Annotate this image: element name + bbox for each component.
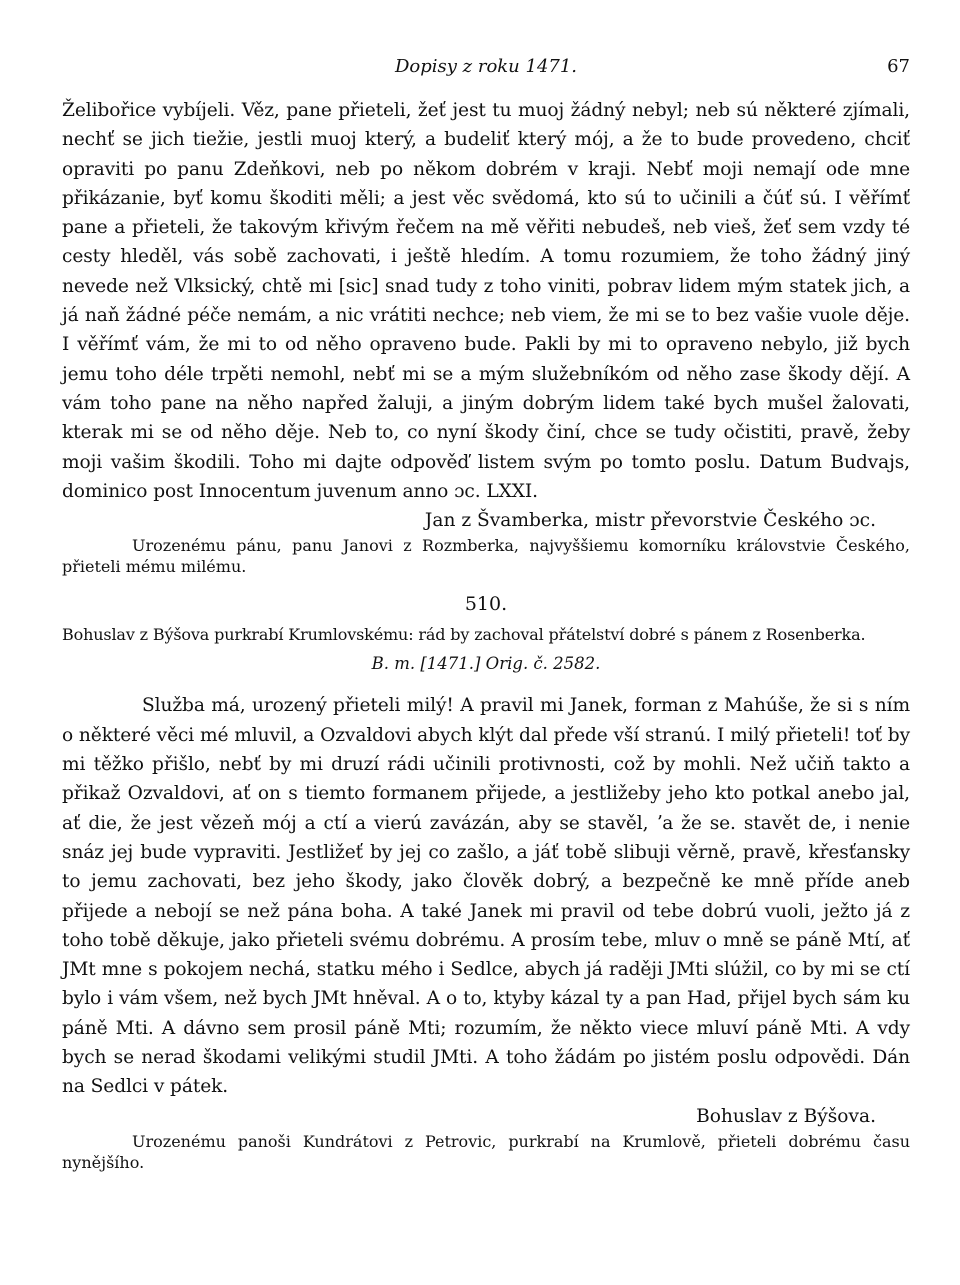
letter-510-signature: Bohuslav z Býšova. [696, 1105, 876, 1127]
page-number: 67 [887, 56, 910, 77]
letter-510-source: B. m. [1471.] Orig. č. 2582. [371, 654, 601, 674]
running-title: Dopisy z roku 1471. [394, 56, 578, 77]
letter-509-signature: Jan z Švamberka, mistr převorstvie Českého ɔc. [424, 510, 876, 532]
letter-510-regest: Bohuslav z Býšova purkrabí Krumlovskému: rád by zachoval přátelství dobré s pánem z Rosenberka. [62, 625, 866, 645]
letter-509-body: Želibořice vybíjeli. Věz, pane přieteli, žeť jest tu muoj žádný nebyl; neb sú některé zjímali, nechť se jich tiežie, jestli muoj který, a budeliť který mój, a že to bude provedeno, chciť opraviti po panu Zdeňkovi, neb po někom dobrém v kraji. Nebť moji nemají ode mne přikázanie, byť komu škoditi měli; a jest věc svědomá, kto sú to učinili a čúť sú. I věřímť pane a přieteli, že takovým křivým řečem na mě věřiti nebudeš, neb vieš, žeť sem vzdy té cesty hleděl, vás sobě zachovati, i ještě hledím. A tomu rozumiem, že toho žádný jiný nevede než Vlksický, chtě mi [sic] snad tudy z toho viniti, pobrav lidem mým statek jich, a já naň žádné péče nemám, a nic vrátiti nechce; neb viem, že mi se to bez vašie vuole děje. I věřímť vám, že mi to od něho opraveno bude. Pakli by mi to opraveno nebylo, již bych jemu toho déle trpěti nemohl, nebť mi se a mým služebníkóm od něho zase škody dějí. A vám toho pane na něho napřed žaluji, a jiným dobrým lidem také bych mušel žalovati, kterak mi se od něho děje. Neb to, co nyní škody činí, chce se tudy očistiti, pravě, žeby moji vašim škodili. Toho mi dajte odpověď listem svým po tomto poslu. Datum Budvajs, dominico post Innocentum juvenum anno ɔc. LXXI. [62, 100, 910, 502]
letter-510-number: 510. [464, 593, 508, 616]
letter-509-address: Urozenému pánu, panu Janovi z Rozmberka, najvyššiemu komorníku královstvie Českého, přieteli mému milému. [62, 536, 910, 577]
running-head [62, 56, 910, 86]
letter-510-address: Urozenému panoši Kundrátovi z Petrovic, purkrabí na Krumlově, přieteli dobrému času nynějšího. [62, 1131, 910, 1172]
letter-510-body: Služba má, urozený přieteli milý! A pravil mi Janek, forman z Mahúše, že si s ním o některé věci mé mluvil, a Ozvaldovi abych klýt dal přede vší stranú. I milý přieteli! toť by mi těžko přišlo, nebť by mi druzí rádi učinili protivnosti, což by mohli. Než učiň takto a přikaž Ozvaldovi, ať on s tiemto formanem přijede, a jestližeby jeho kto potkal anebo jal, ať die, že jest vězeň mój a ctí a vierú zavázán, aby se stavěl, ʼa že se. stavět de, i nenie snáz jej bude vypraviti. Jestližeť by jej co zašlo, a jáť tobě slibuji věrně, pravě, křesťansky to jemu zachovati, bez jeho škody, jako člověk dobrý, a bezpečně ke mně příde aneb přijede a nebojí se než pána boha. A také Janek mi pravil od tebe dobrú vuoli, ježto já z toho tobě děkuje, jako přieteli svému dobrému. A prosím tebe, mluv o mně se páně Mtí, ať JMt mne s pokojem nechá, statku mého i Sedlce, abych já raději JMti slúžil, co by mi se ctí bylo i vám všem, než bych JMt hněval. A o to, ktyby kázal ty a pan Had, přijel bych sám ku páně Mti. A dávno sem prosil páně Mti; rozumím, že někto viece mluví páně Mti. A vdy bych se nerad škodami velikými studil JMti. A toho žádám po jistém poslu odpovědi. Dán na Sedlci v pátek. [62, 695, 910, 1098]
